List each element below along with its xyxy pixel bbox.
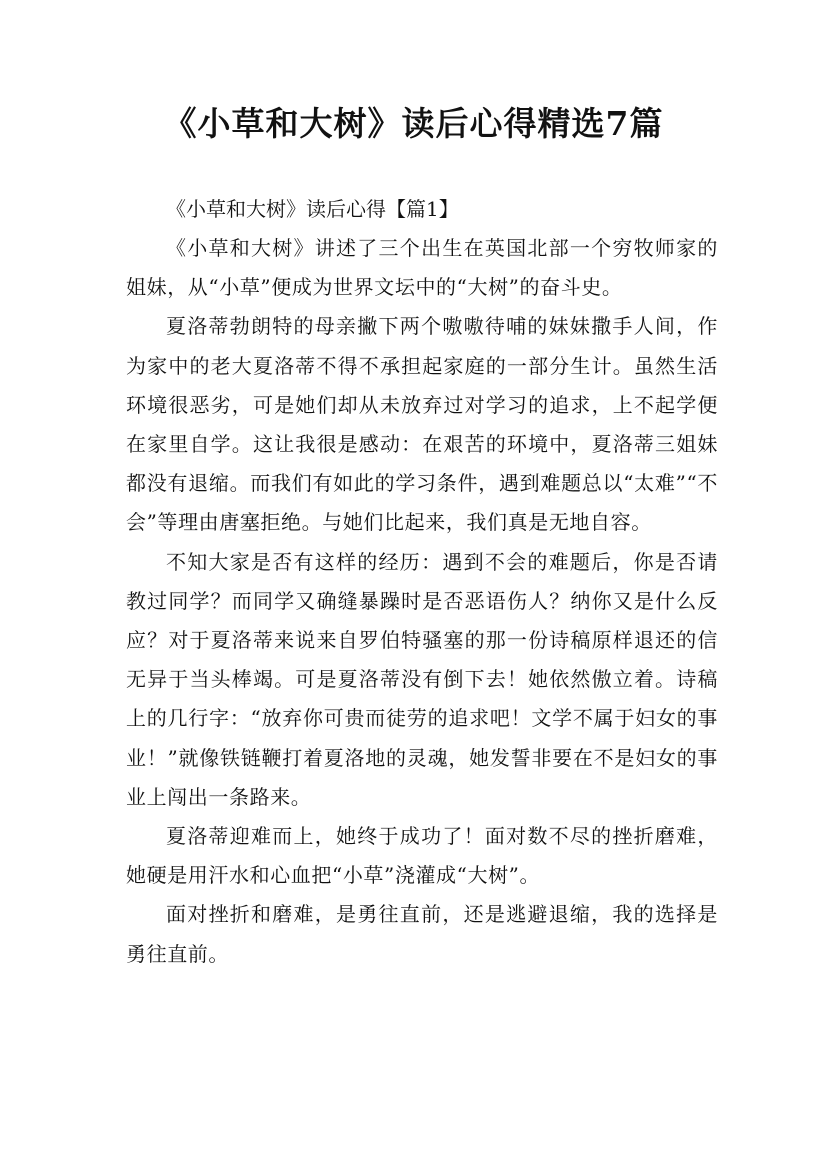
paragraph-5: 面对挫折和磨难，是勇往直前，还是逃避退缩，我的选择是勇往直前。 — [126, 902, 718, 966]
paragraph-3: 不知大家是否有这样的经历：遇到不会的难题后，你是否请教过同学？而同学又确缝暴躁时是否恶语伤人？纳你又是什么反应？对于夏洛蒂来说来自罗伯特骚塞的那一份诗稿原样退还的信无异于当头棒竭。可是夏洛蒂没有倒下去！她依然傲立着。诗稿上的几行字：“放弃你可贵而徒劳的追求吧！文学不属于妇女的事业！”就像铁链鞭打着夏洛地的灵魂，她发誓非要在不是妇女的事业上闯出一条路来。 — [126, 549, 718, 809]
paragraph-1: 《小草和大树》讲述了三个出生在英国北部一个穷牧师家的姐妹，从“小草”便成为世界文坛中的“大树”的奋斗史。 — [126, 236, 718, 300]
section-heading: 《小草和大树》读后心得【篇1】 — [166, 197, 459, 221]
paragraph-2: 夏洛蒂勃朗特的母亲撇下两个嗷嗷待哺的妹妹撒手人间，作为家中的老大夏洛蒂不得不承担起家庭的一部分生计。虽然生活环境很恶劣，可是她们却从未放弃过对学习的追求，上不起学便在家里自学。这让我很是感动：在艰苦的环境中，夏洛蒂三姐妹都没有退缩。而我们有如此的学习条件，遇到难题总以“太难”“不会”等理由唐塞拒绝。与她们比起来，我们真是无地自容。 — [126, 314, 718, 535]
document-title: 《小草和大树》读后心得精选7篇 — [163, 104, 664, 143]
paragraph-4: 夏洛蒂迎难而上，她终于成功了！面对数不尽的挫折磨难，她硬是用汗水和心血把“小草”浇灌成“大树”。 — [126, 824, 718, 888]
document-body — [126, 190, 718, 974]
